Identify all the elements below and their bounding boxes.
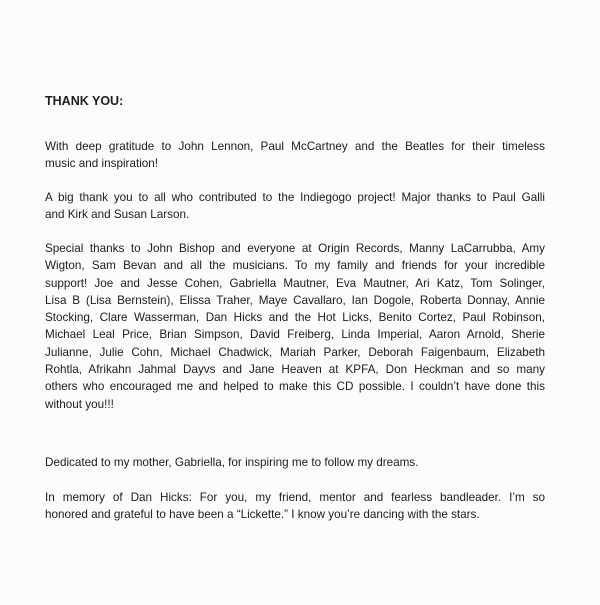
paragraph-special-thanks — [45, 240, 545, 413]
text-line: In memory of Dan Hicks: For you, my friend, mentor and fearless bandleader. I’m so — [45, 491, 545, 504]
paragraph-beatles — [45, 138, 545, 173]
page-heading: THANK YOU: — [45, 94, 124, 108]
text-line: Dedicated to my mother, Gabriella, for inspiring me to follow my dreams. — [45, 456, 419, 469]
paragraph-in-memory — [45, 489, 545, 524]
text-line: without you!!! — [45, 397, 114, 411]
text-line: Rohtla, Afrikahn Jahmal Dayvs and Jane Heaven at KPFA, Don Heckman and so many — [45, 363, 545, 377]
paragraph-indiegogo — [45, 189, 545, 224]
text-line: support! Joe and Jesse Cohen, Gabriella Mautner, Eva Mautner, Ari Katz, Tom Solinger, — [45, 276, 545, 290]
text-line: others who encouraged me and helped to make this CD possible. I couldn’t have done this — [45, 380, 545, 394]
text-line: Julianne, Julie Cohn, Michael Chadwick, Mariah Parker, Deborah Faigenbaum, Elizabeth — [45, 345, 545, 359]
text-line: Special thanks to John Bishop and everyone at Origin Records, Manny LaCarrubba, Amy — [45, 242, 545, 255]
text-line: honored and grateful to have been a “Lickette.” I know you’re dancing with the stars. — [45, 508, 480, 522]
text-line: A big thank you to all who contributed to the Indiegogo project! Major thanks to Paul Galli — [45, 191, 545, 204]
text-line: and Kirk and Susan Larson. — [45, 208, 190, 222]
text-line: Stocking, Clare Wasserman, Dan Hicks and the Hot Licks, Benito Cortez, Paul Robinson, — [45, 311, 545, 325]
text-line: Wigton, Sam Bevan and all the musicians. To my family and friends for your incredible — [45, 259, 545, 273]
text-line: With deep gratitude to John Lennon, Paul McCartney and the Beatles for their timeless — [45, 140, 545, 153]
text-line: Michael Leal Price, Brian Simpson, David Freiberg, Linda Imperial, Aaron Arnold, Sherie — [45, 328, 545, 342]
text-line: Lisa B (Lisa Bernstein), Elissa Traher, Maye Cavallaro, Ian Dogole, Roberta Donnay, Annie — [45, 293, 545, 307]
paragraph-dedication — [45, 454, 545, 471]
text-line: music and inspiration! — [45, 157, 159, 171]
